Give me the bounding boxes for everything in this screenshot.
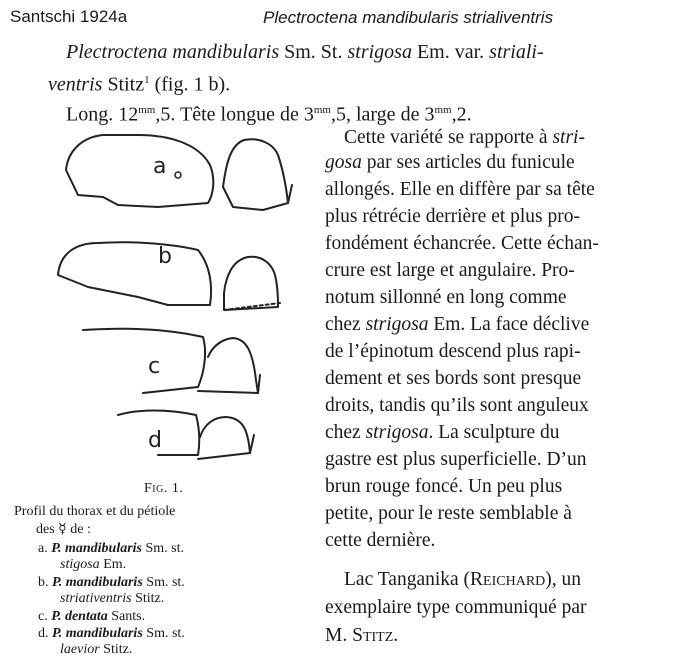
figure-1 bbox=[48, 125, 303, 485]
text: Lac Tanganika ( bbox=[344, 569, 471, 590]
text: M. bbox=[325, 625, 353, 646]
figure-label-d: d bbox=[148, 428, 162, 453]
body-line: petite, pour le reste semblable à bbox=[325, 503, 572, 524]
legend-author: Sants. bbox=[107, 609, 146, 624]
figure-label-c: c bbox=[148, 354, 161, 379]
legend-item-a bbox=[38, 541, 184, 557]
legend-author: Sm. st. bbox=[142, 575, 185, 590]
citation: Santschi 1924a bbox=[10, 7, 128, 26]
taxon-title: Plectroctena mandibularis strialiventris bbox=[263, 8, 554, 27]
text: ), un bbox=[545, 569, 582, 590]
taxon-name: stri- bbox=[552, 127, 585, 148]
body-line: plus rétrécie derrière et plus pro- bbox=[325, 206, 581, 227]
body-line: crure est large et angulaire. Pro- bbox=[325, 260, 575, 281]
text: (fig. 1 b). bbox=[149, 73, 231, 96]
legend-item-b-sub bbox=[60, 591, 164, 607]
profile-drawings bbox=[48, 125, 303, 485]
profile-b-thorax bbox=[58, 242, 211, 305]
profile-b-petiole bbox=[224, 257, 278, 310]
legend-subtaxon: laevior bbox=[60, 642, 100, 657]
body-line bbox=[325, 149, 575, 177]
text: Em. La face déclive bbox=[428, 314, 590, 335]
figure-label-a: a bbox=[153, 154, 167, 179]
body-line: droits, tandis qu’ils sont anguleux bbox=[325, 395, 589, 416]
legend-item-c bbox=[38, 609, 145, 625]
body-line: de l’épinotum descend plus rapi- bbox=[325, 341, 581, 362]
footnote-mark: 1 bbox=[144, 74, 150, 86]
body-line: exemplaire type communiqué par bbox=[325, 597, 587, 618]
legend-item-b bbox=[38, 575, 185, 591]
body-line: brun rouge foncé. Un peu plus bbox=[325, 476, 563, 497]
text: chez bbox=[325, 422, 366, 443]
profile-a-thorax bbox=[66, 135, 213, 207]
taxon-name: strigosa bbox=[347, 41, 412, 63]
legend-taxon: P. mandibularis bbox=[52, 575, 143, 590]
intro-line-1 bbox=[66, 38, 544, 66]
profile-c-petiole bbox=[198, 338, 258, 393]
figure-caption bbox=[144, 481, 183, 497]
taxon-name: Plectroctena mandibularis bbox=[66, 41, 280, 63]
legend-item-a-sub bbox=[60, 557, 126, 573]
legend-key: b. bbox=[38, 575, 49, 590]
legend-taxon: P. mandibularis bbox=[51, 541, 142, 556]
legend-item-d bbox=[38, 626, 185, 642]
text: ,5. Tête longue de 3 bbox=[155, 103, 314, 126]
profile-a-petiole bbox=[223, 139, 288, 210]
taxon-name: gosa bbox=[325, 152, 362, 173]
body-line: notum sillonné en long comme bbox=[325, 287, 567, 308]
body-line: fondément échancrée. Cette échan- bbox=[325, 233, 599, 254]
text: ,5, large de 3 bbox=[330, 103, 435, 126]
text: . La sculpture du bbox=[428, 422, 560, 443]
text: Em. var. bbox=[411, 41, 490, 63]
legend-author: Sm. st. bbox=[142, 541, 185, 556]
taxon-name: strigosa bbox=[365, 314, 429, 335]
text: chez bbox=[325, 314, 366, 335]
collector-name: Reichard bbox=[470, 569, 546, 590]
text: Sm. St. bbox=[279, 41, 348, 63]
intro-line-2 bbox=[48, 66, 230, 99]
body-line bbox=[325, 311, 589, 339]
body-line: gastre est plus superficielle. D’un bbox=[325, 449, 587, 470]
body-line bbox=[344, 566, 581, 594]
legend-item-d-sub bbox=[60, 642, 132, 658]
figure-label-b: b bbox=[158, 244, 172, 269]
legend-intro-line: des ☿ de : bbox=[36, 522, 91, 537]
legend-author: Em. bbox=[99, 557, 127, 572]
legend-intro bbox=[14, 503, 304, 539]
legend-author: Stitz. bbox=[131, 591, 165, 606]
legend-intro-line: Profil du thorax et du pétiole bbox=[14, 504, 176, 519]
unit: mm bbox=[313, 104, 331, 116]
legend-taxon: P. mandibularis bbox=[52, 626, 143, 641]
profile-c-thorax bbox=[83, 329, 205, 393]
legend-key: d. bbox=[38, 626, 49, 641]
body-line: dement et ses bords sont presque bbox=[325, 368, 582, 389]
text: par ses articles du funicule bbox=[361, 152, 575, 173]
profile-d-petiole bbox=[198, 417, 250, 459]
unit: mm bbox=[138, 104, 156, 116]
text: Stitz bbox=[102, 73, 145, 96]
legend-key: c. bbox=[38, 609, 48, 624]
legend-subtaxon: stigosa bbox=[60, 557, 100, 572]
body-line: cette dernière. bbox=[325, 530, 436, 551]
text: Long. 12 bbox=[66, 103, 139, 126]
taxon-name: ventris bbox=[48, 73, 103, 96]
caption-text: Fig. 1. bbox=[144, 481, 184, 496]
text: ,2. bbox=[451, 103, 472, 126]
author-name: Stitz bbox=[352, 625, 394, 646]
legend-key: a. bbox=[38, 541, 48, 556]
body-line: allongés. Elle en diffère par sa tête bbox=[325, 179, 595, 200]
unit: mm bbox=[434, 104, 452, 116]
body-line bbox=[325, 419, 560, 447]
legend-subtaxon: striativentris bbox=[60, 591, 132, 606]
legend-taxon: P. dentata bbox=[51, 609, 108, 624]
legend-author: Stitz. bbox=[99, 642, 133, 657]
body-line bbox=[344, 124, 585, 152]
legend-author: Sm. st. bbox=[142, 626, 185, 641]
body-line bbox=[325, 622, 398, 650]
taxon-name: striali- bbox=[489, 41, 544, 63]
taxon-name: strigosa bbox=[365, 422, 429, 443]
text: Cette variété se rapporte à bbox=[344, 127, 553, 148]
text: . bbox=[393, 625, 399, 646]
